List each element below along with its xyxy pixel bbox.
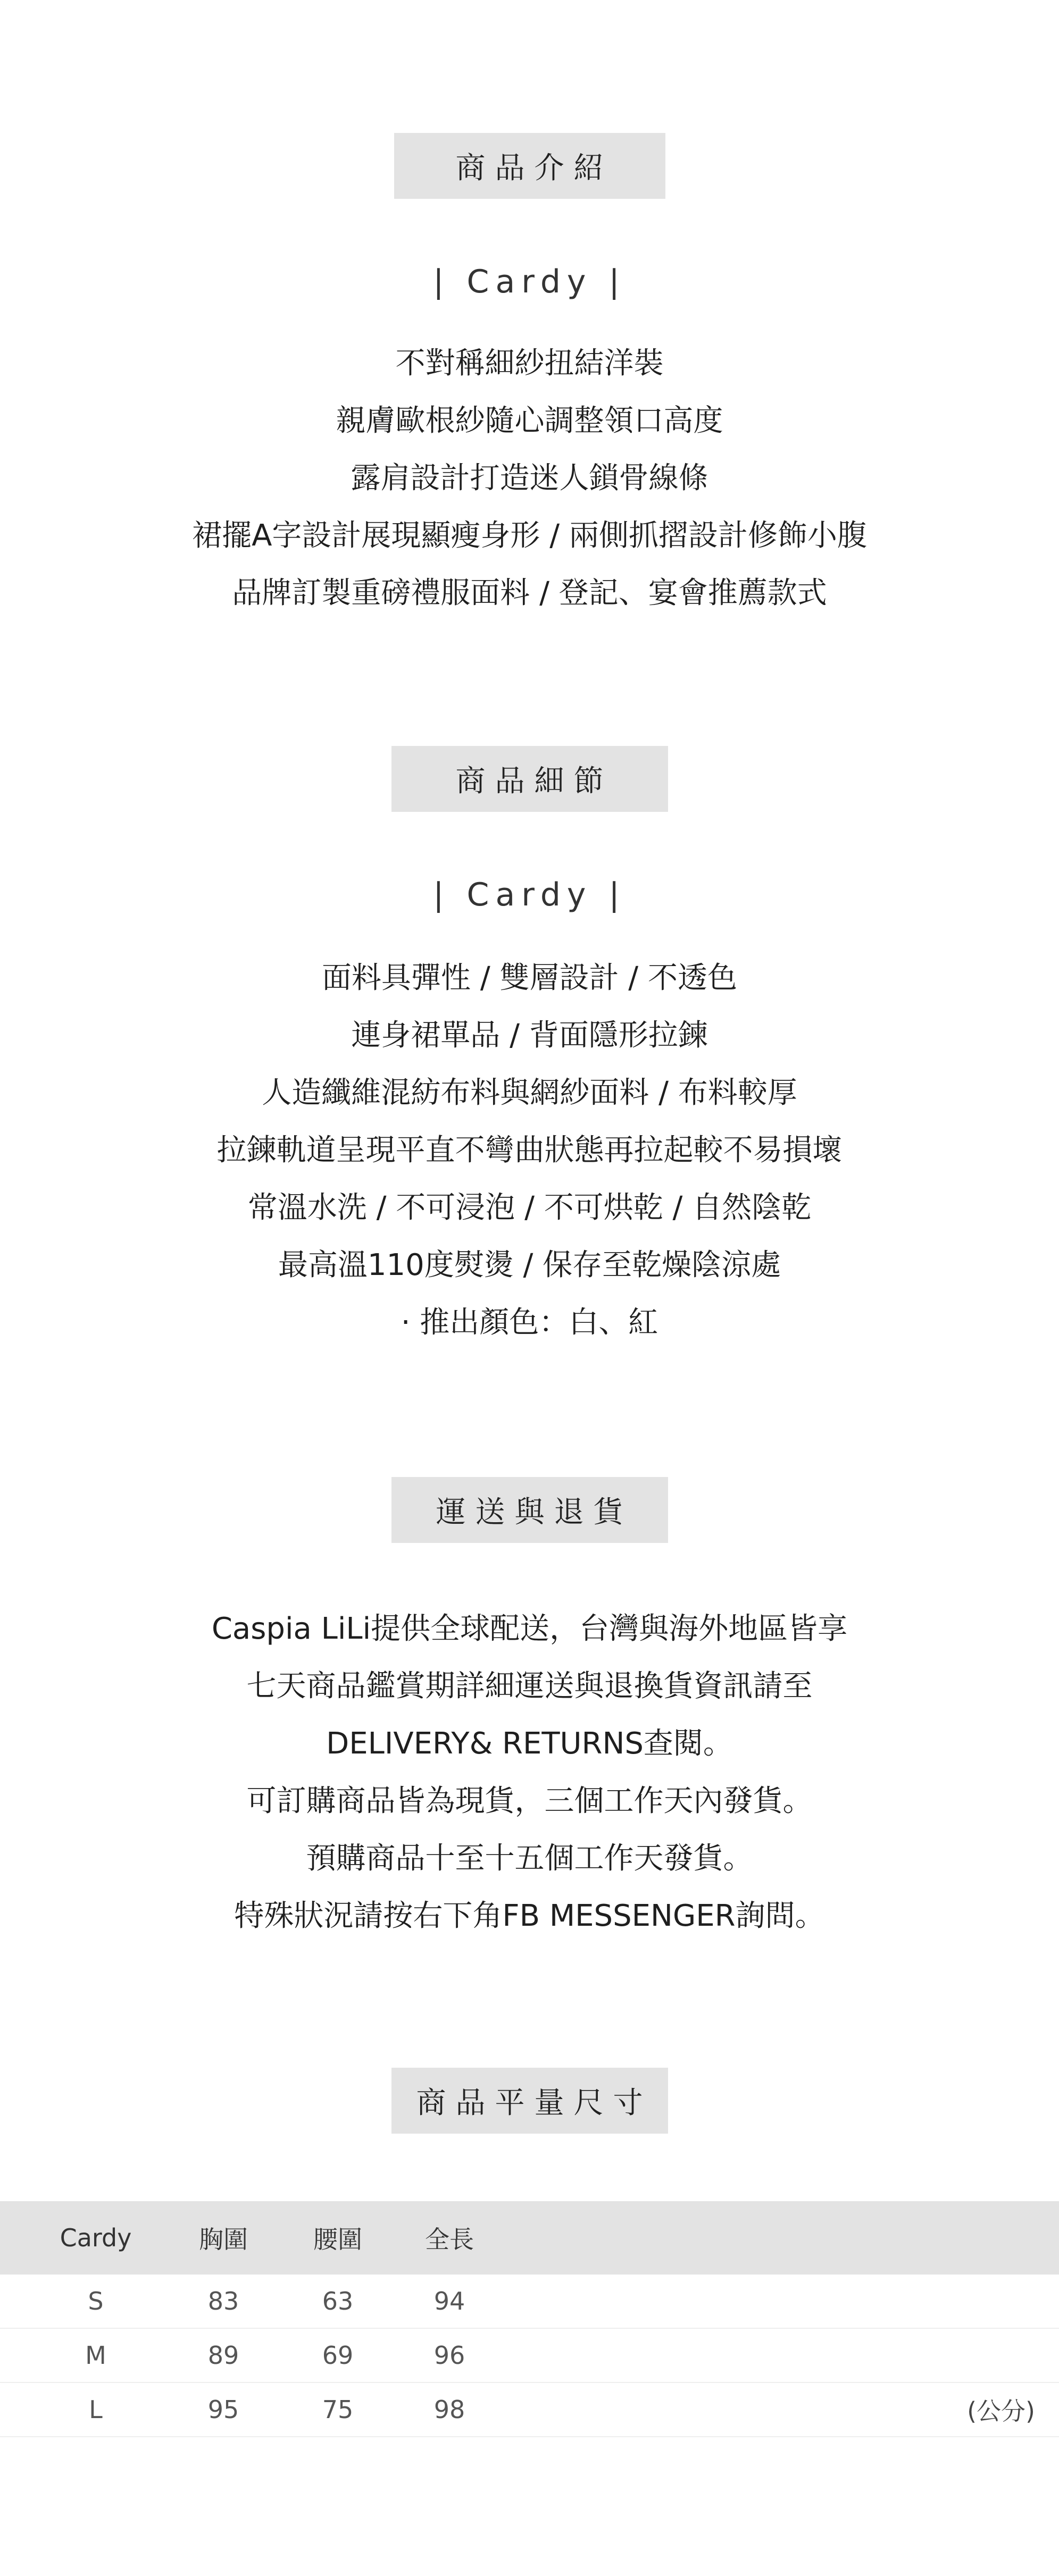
header-cell-length: 全長 [425,2225,474,2254]
details-line: 拉鍊軌道呈現平直不彎曲狀態再拉起較不易損壞 [216,1133,843,1168]
table-row [0,2275,1059,2329]
details-line: 人造纖維混紡布料與網紗面料 / 布料較厚 [262,1076,797,1110]
size-cell: M [85,2341,106,2370]
bust-cell: 89 [207,2341,239,2370]
shipping-line: 特殊狀況請按右下角FB MESSENGER詢問。 [234,1899,825,1933]
waist-cell: 69 [322,2341,354,2370]
shipping-description [0,1600,1059,1945]
details-description [0,950,1059,1352]
shipping-line: 七天商品鑑賞期詳細運送與退換貨資訊請至 [246,1669,813,1704]
size-cell: S [88,2287,104,2315]
waist-cell: 63 [322,2287,354,2315]
bust-cell: 83 [207,2287,239,2315]
shipping-line: 預購商品十至十五個工作天發貨。 [306,1841,753,1876]
intro-line: 親膚歐根紗隨心調整領口高度 [336,404,723,438]
bust-cell: 95 [207,2395,239,2424]
details-line: 面料具彈性 / 雙層設計 / 不透色 [322,961,737,995]
section-title-size [391,2068,668,2134]
header-cell-waist: 腰圍 [313,2225,362,2254]
table-row [0,2383,1059,2437]
length-cell: 94 [433,2287,465,2315]
table-row [0,2329,1059,2383]
size-table [0,2201,1059,2437]
brand-line-intro: | Cardy | [433,263,626,300]
details-line: 常溫水洗 / 不可浸泡 / 不可烘乾 / 自然陰乾 [247,1190,812,1225]
details-line: 最高溫110度熨燙 / 保存至乾燥陰涼處 [278,1248,781,1282]
shipping-line: Caspia LiLi提供全球配送，台灣與海外地區皆享 [211,1612,848,1646]
length-cell: 98 [433,2395,465,2424]
intro-line: 裙擺A字設計展現顯瘦身形 / 兩側抓摺設計修飾小腹 [192,518,867,553]
header-cell-bust: 胸圍 [199,2225,248,2254]
intro-line: 露肩設計打造迷人鎖骨線條 [351,461,708,496]
size-table-header [0,2201,1059,2275]
details-line: 連身裙單品 / 背面隱形拉鍊 [351,1018,708,1053]
waist-cell: 75 [322,2395,354,2424]
header-cell-style: Cardy [60,2223,132,2252]
intro-description [0,335,1059,622]
section-title-details-text: 商品細節 [455,764,613,799]
section-title-size-text: 商品平量尺寸 [416,2086,653,2120]
unit-label: (公分) [967,2397,1035,2426]
length-cell: 96 [433,2341,465,2370]
shipping-line: 可訂購商品皆為現貨，三個工作天內發貨。 [246,1784,813,1818]
size-cell: L [89,2395,103,2424]
section-title-shipping [391,1477,668,1543]
section-title-details [391,746,668,812]
intro-line: 不對稱細紗扭結洋裝 [395,346,664,381]
details-line: · 推出顏色：白、紅 [401,1305,658,1340]
section-title-shipping-text: 運送與退貨 [436,1495,633,1530]
section-title-intro [394,133,665,199]
section-title-intro-text: 商品介紹 [455,151,613,186]
shipping-line: DELIVERY& RETURNS查閱。 [326,1726,733,1761]
brand-line-details: | Cardy | [433,876,626,913]
intro-line: 品牌訂製重磅禮服面料 / 登記、宴會推薦款式 [232,576,827,610]
